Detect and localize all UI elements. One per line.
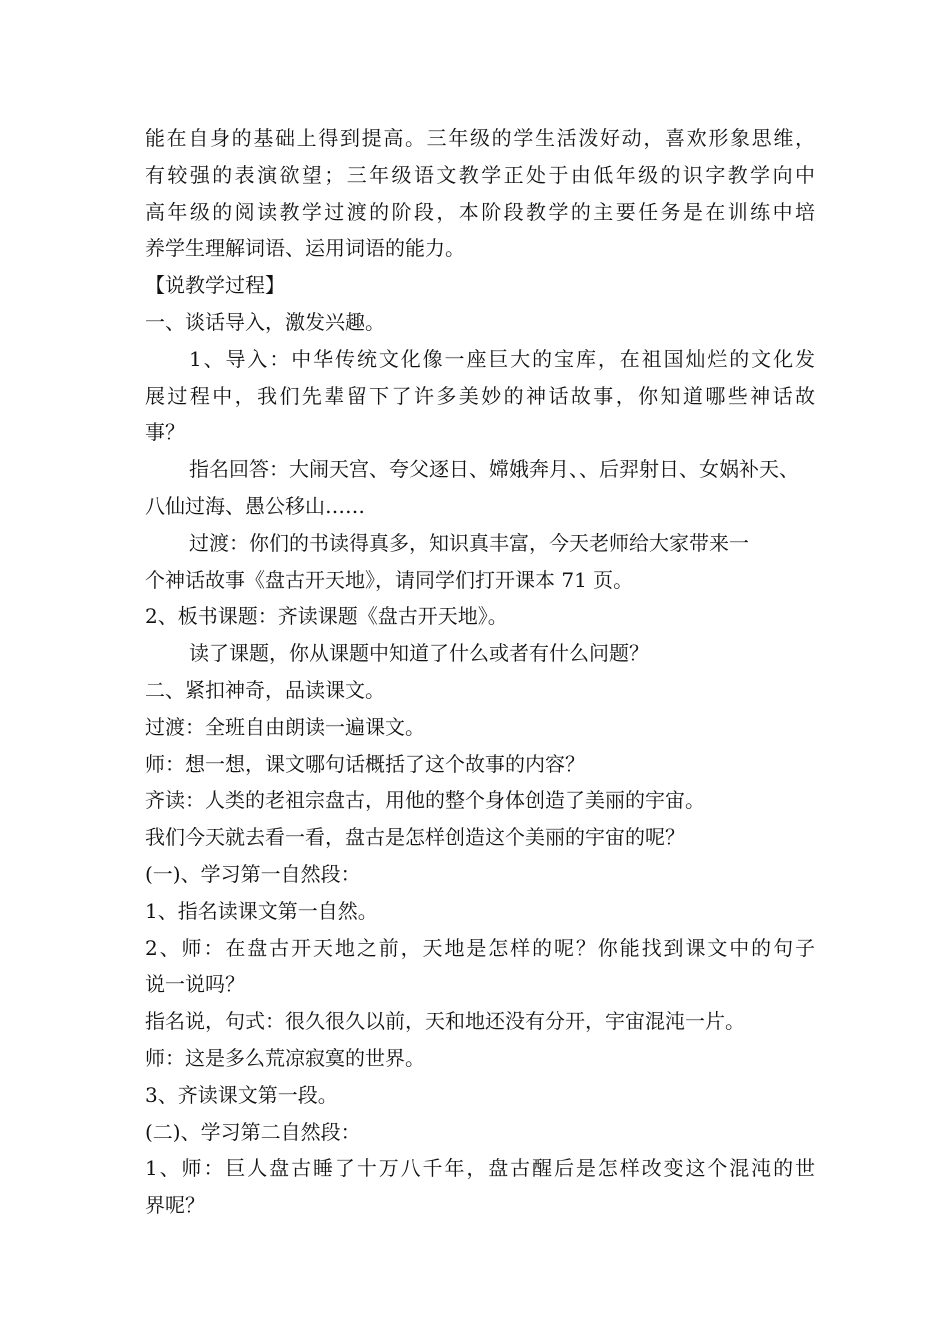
text-line-20: 我们今天就去看一看，盘古是怎样创造这个美丽的宇宙的呢？ bbox=[145, 825, 685, 850]
text-line-22: 1、指名读课文第一自然。 bbox=[145, 898, 378, 923]
text-line-29: 1、师：巨人盘古睡了十万八千年，盘古醒后是怎样改变这个混沌的世 bbox=[145, 1156, 815, 1181]
section-heading-1: 一、谈话导入，激发兴趣。 bbox=[145, 309, 385, 334]
text-line-30: 界呢？ bbox=[145, 1193, 205, 1218]
text-line-27: 3、齐读课文第一段。 bbox=[145, 1082, 338, 1107]
subsection-heading-2: (二)、学习第二自然段： bbox=[145, 1119, 361, 1144]
text-line-12: 过渡：你们的书读得真多，知识真丰富，今天老师给大家带来一 bbox=[189, 530, 749, 555]
text-line-7: 1、导入：中华传统文化像一座巨大的宝库，在祖国灿烂的文化发 bbox=[189, 346, 815, 371]
text-line-8: 展过程中，我们先辈留下了许多美妙的神话故事，你知道哪些神话故 bbox=[145, 383, 815, 408]
text-line-15: 读了课题，你从课题中知道了什么或者有什么问题？ bbox=[189, 641, 649, 666]
text-line-25: 指名说，句式：很久很久以前，天和地还没有分开，宇宙混沌一片。 bbox=[145, 1009, 745, 1034]
text-line-17: 过渡：全班自由朗读一遍课文。 bbox=[145, 714, 425, 739]
text-line-4: 养学生理解词语、运用词语的能力。 bbox=[145, 236, 465, 261]
text-line-2: 有较强的表演欲望；三年级语文教学正处于由低年级的识字教学向中 bbox=[145, 162, 815, 187]
text-line-18: 师：想一想，课文哪句话概括了这个故事的内容？ bbox=[145, 751, 585, 776]
text-line-3: 高年级的阅读教学过渡的阶段，本阶段教学的主要任务是在训练中培 bbox=[145, 199, 815, 224]
text-line-19: 齐读：人类的老祖宗盘古，用他的整个身体创造了美丽的宇宙。 bbox=[145, 788, 705, 813]
text-line-10: 指名回答：大闹天宫、夸父逐日、嫦娥奔月、、后羿射日、女娲补天、 bbox=[189, 457, 799, 482]
text-line-14: 2、板书课题：齐读课题《盘古开天地》。 bbox=[145, 604, 508, 629]
text-line-1: 能在自身的基础上得到提高。三年级的学生活泼好动，喜欢形象思维， bbox=[145, 126, 815, 150]
text-line-11: 八仙过海、愚公移山…… bbox=[145, 493, 365, 518]
section-heading-2: 二、紧扣神奇，品读课文。 bbox=[145, 677, 385, 702]
document-body bbox=[145, 120, 815, 1224]
subsection-heading-1: (一)、学习第一自然段： bbox=[145, 861, 361, 886]
text-line-13: 个神话故事《盘古开天地》，请同学们打开课本 71 页。 bbox=[145, 567, 634, 592]
section-heading-teaching-process: 【说教学过程】 bbox=[145, 273, 285, 298]
text-line-9: 事？ bbox=[145, 420, 185, 445]
text-line-24: 说一说吗？ bbox=[145, 972, 245, 997]
text-line-26: 师：这是多么荒凉寂寞的世界。 bbox=[145, 1045, 425, 1070]
text-line-23: 2、师：在盘古开天地之前，天地是怎样的呢？你能找到课文中的句子 bbox=[145, 935, 815, 960]
